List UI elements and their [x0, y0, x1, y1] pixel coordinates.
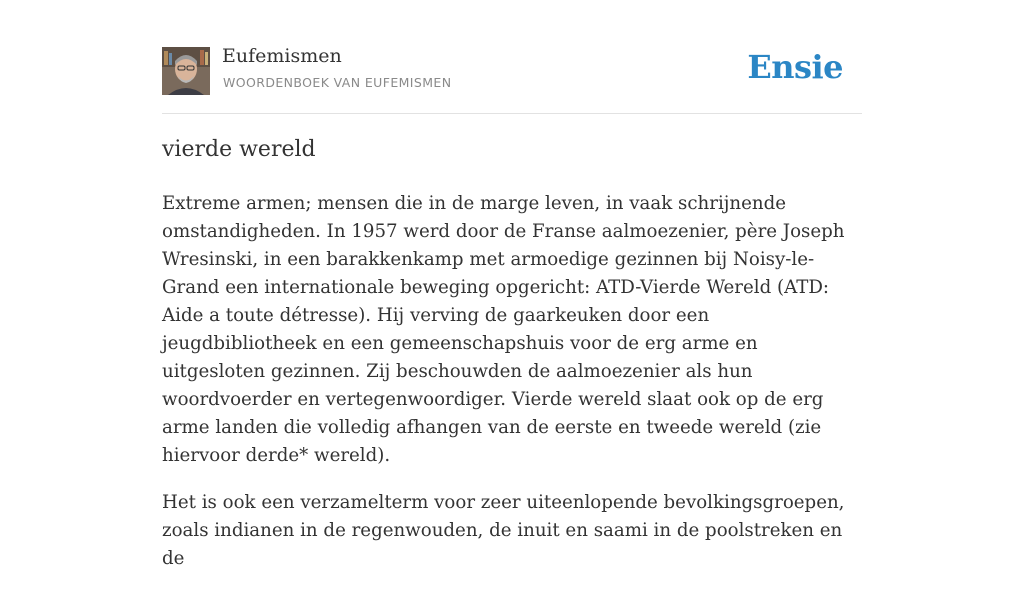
definition-paragraph: Het is ook een verzamelterm voor zeer uiteenlopende bevolkingsgroepen, zoals indianen in de regenwouden, de inuit en saami in de poolstreken en de [162, 492, 845, 569]
entry-definition [162, 190, 862, 592]
dictionary-subtitle: WOORDENBOEK VAN EUFEMISMEN [223, 75, 452, 90]
content-container [162, 0, 862, 569]
header [162, 0, 862, 114]
brand-logo[interactable]: Ensie [747, 48, 843, 86]
dictionary-name[interactable]: Eufemismen [222, 45, 342, 67]
entry-term: vierde wereld [162, 137, 316, 162]
definition-paragraph: Extreme armen; mensen die in de marge leven, in vaak schrijnende omstandigheden. In 1957 werd door de Franse aalmoezenier, père Joseph Wresinski, in een barakkenkamp met armoedige gezinnen bij Noisy-le-Grand een internationale beweging opgericht: ATD-Vierde Wereld (ATD: Aide a toute détresse). Hij verving de gaarkeuken door een jeugdbibliotheek en een gemeenschapshuis voor de erg arme en uitgesloten gezinnen. Zij beschouwden de aalmoezenier als hun woordvoerder en vertegenwoordiger. Vierde wereld slaat ook op de erg arme landen die volledig afhangen van de eerste en tweede wereld (zie hiervoor derde* wereld). [162, 193, 845, 466]
avatar[interactable] [162, 47, 210, 95]
avatar-portrait-icon [162, 47, 210, 95]
